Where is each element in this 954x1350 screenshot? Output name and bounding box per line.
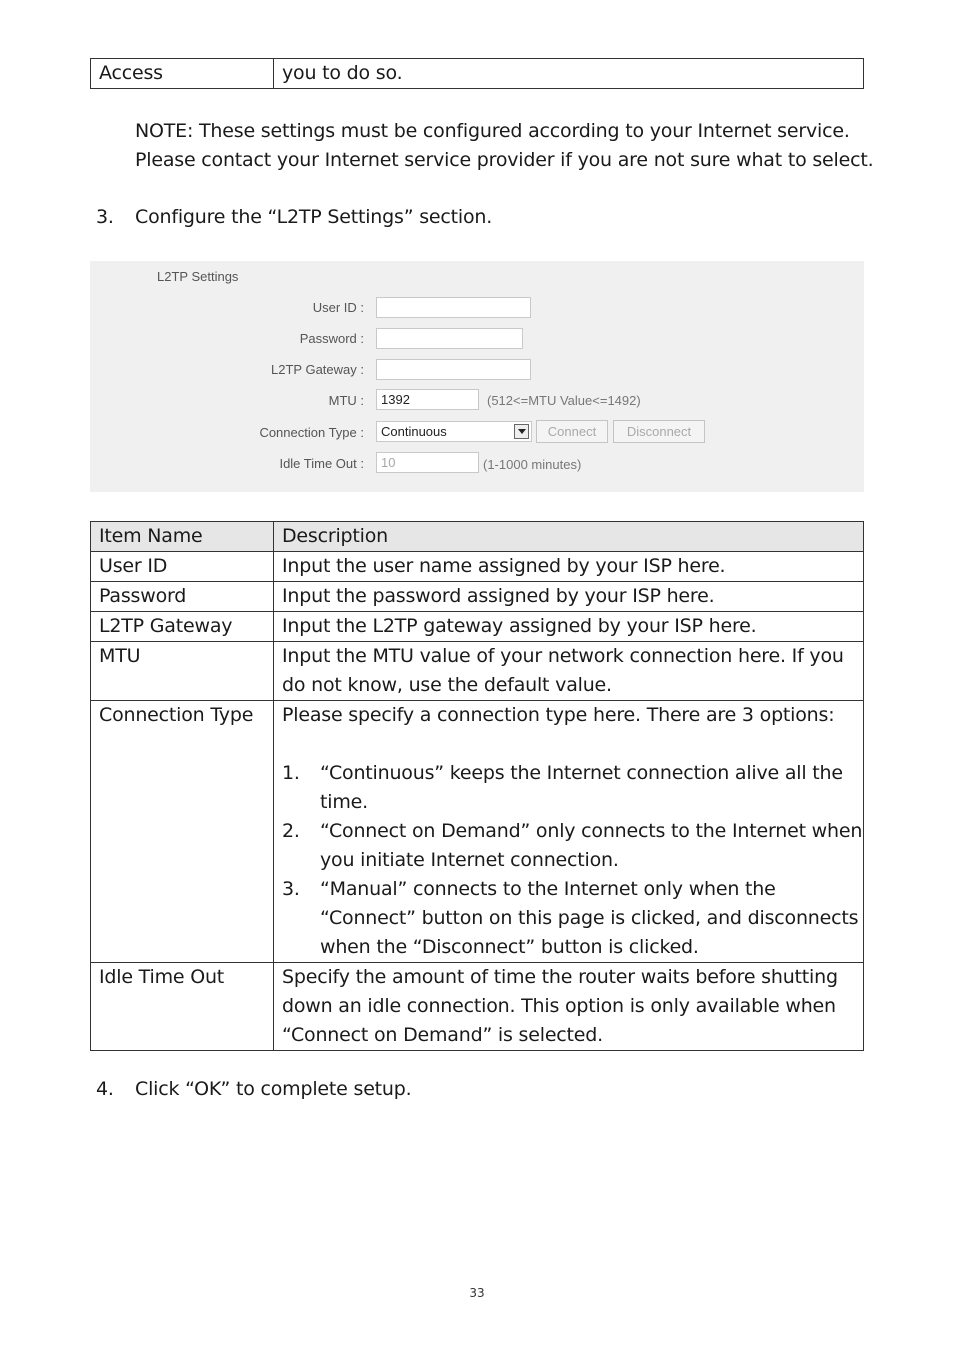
idle-hint: (1-1000 minutes) [483,457,582,472]
password-label: Password : [299,331,364,346]
password-input[interactable] [376,328,523,349]
description-cell: Specify the amount of time the router waits before shutting down an idle connection. This option is only available when “Connect on Demand” is selected. [274,963,864,1051]
item-name-cell: Idle Time Out [91,963,274,1051]
table-row [91,701,864,963]
description-cell: Input the L2TP gateway assigned by your ISP here. [274,612,864,642]
description-cell: Input the user name assigned by your ISP here. [274,552,864,582]
step-text: Click “OK” to complete setup. [135,1078,412,1100]
description-cell: Input the password assigned by your ISP here. [274,582,864,612]
table-row [91,642,864,701]
description-cell: Input the MTU value of your network connection here. If you do not know, use the default value. [274,642,864,701]
item-name-cell: Access [91,59,274,89]
top-table [90,58,864,89]
description-cell [274,701,864,963]
table-row [91,59,864,89]
note-text: NOTE: These settings must be configured according to your Internet service. Please contact your Internet service provider if you are not sure what to select. [135,120,874,171]
item-name-cell: L2TP Gateway [91,612,274,642]
list-text: “Manual” connects to the Internet only when the “Connect” button on this page is clicked, and disconnects when the “Disconnect” button is clicked. [320,878,859,958]
list-item [282,875,863,962]
list-number: 2. [282,820,300,842]
gateway-input[interactable] [376,359,531,380]
user-id-label: User ID : [312,300,364,315]
connect-button[interactable]: Connect [536,420,608,443]
connection-type-intro: Please specify a connection type here. There are 3 options: [282,704,835,726]
item-name-cell: MTU [91,642,274,701]
disconnect-button[interactable]: Disconnect [613,420,705,443]
user-id-input[interactable] [376,297,531,318]
table-row [91,552,864,582]
connection-type-select[interactable] [376,421,532,442]
list-number: 1. [282,762,300,784]
chevron-down-icon [514,424,529,439]
description-table [90,521,864,1051]
table-row [91,963,864,1051]
page-number: 33 [469,1286,485,1300]
table-row [91,612,864,642]
section-title: L2TP Settings [157,269,239,284]
gateway-label: L2TP Gateway : [271,362,364,377]
mtu-label: MTU : [328,393,364,408]
column-header: Description [274,522,864,552]
list-item [282,817,863,875]
list-text: “Connect on Demand” only connects to the Internet when you initiate Internet connection. [320,820,863,871]
item-name-cell: Password [91,582,274,612]
table-header-row [91,522,864,552]
idle-time-out-label: Idle Time Out : [279,456,364,471]
item-name-cell: User ID [91,552,274,582]
table-row [91,582,864,612]
list-item [282,759,863,817]
mtu-input[interactable]: 1392 [376,389,479,410]
l2tp-settings-screenshot [90,261,864,492]
mtu-hint: (512<=MTU Value<=1492) [487,393,641,408]
column-header: Item Name [91,522,274,552]
list-number: 3. [282,878,300,900]
idle-time-out-input[interactable]: 10 [376,452,479,473]
step-text: Configure the “L2TP Settings” section. [135,206,493,228]
connection-type-label: Connection Type : [259,425,364,440]
item-name-cell: Connection Type [91,701,274,963]
step-number: 3. [96,206,114,228]
description-cell: you to do so. [274,59,864,89]
connection-type-value: Continuous [381,424,447,439]
list-text: “Continuous” keeps the Internet connection alive all the time. [320,762,843,813]
step-number: 4. [96,1078,114,1100]
